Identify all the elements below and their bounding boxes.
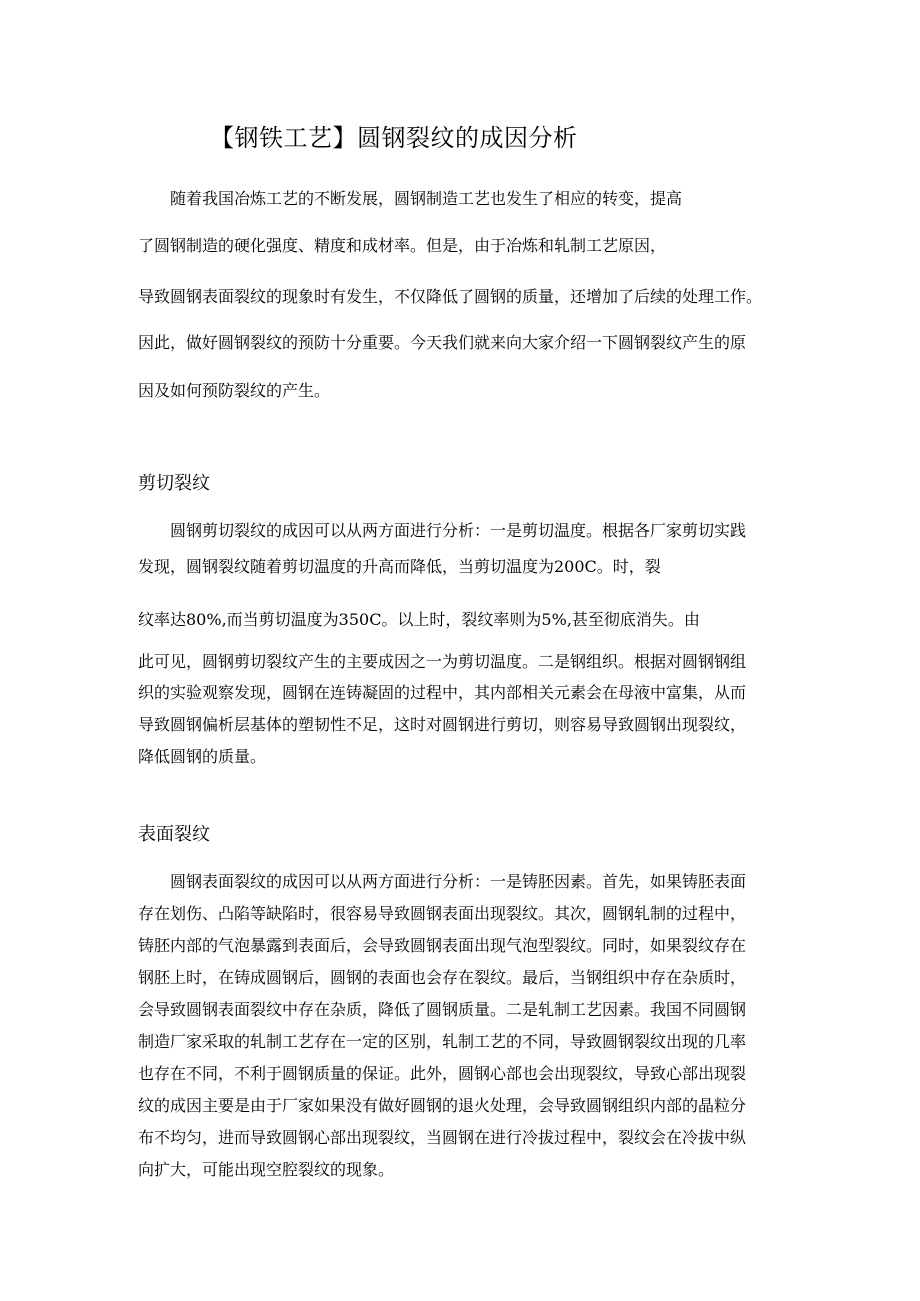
intro-line-4: 因此，做好圆钢裂纹的预防十分重要。今天我们就来向大家介绍一下圆钢裂纹产生的原 <box>138 333 747 352</box>
surface-line-9: 布不均匀，进而导致圆钢心部出现裂纹，当圆钢在进行冷拔过程中，裂纹会在冷拔中纵 <box>138 1128 747 1147</box>
shear-line-7: 降低圆钢的质量。 <box>138 747 267 766</box>
page-title: 【钢铁工艺】圆钢裂纹的成因分析 <box>210 124 578 152</box>
shear-line-1: 圆钢剪切裂纹的成因可以从两方面进行分析：一是剪切温度。根据各厂家剪切实践 <box>170 521 747 540</box>
surface-line-6: 制造厂家采取的轧制工艺存在一定的区别，轧制工艺的不同，导致圆钢裂纹出现的几率 <box>138 1032 747 1051</box>
surface-line-1: 圆钢表面裂纹的成因可以从两方面进行分析：一是铸胚因素。首先，如果铸胚表面 <box>170 872 747 891</box>
shear-line-5: 织的实验观察发现，圆钢在连铸凝固的过程中，其内部相关元素会在母液中富集，从而 <box>138 683 747 702</box>
shear-line-4: 此可见，圆钢剪切裂纹产生的主要成因之一为剪切温度。二是钢组织。根据对圆钢钢组 <box>138 652 747 671</box>
surface-line-7: 也存在不同，不利于圆钢质量的保证。此外，圆钢心部也会出现裂纹，导致心部出现裂 <box>138 1064 747 1083</box>
section-heading-surface: 表面裂纹 <box>138 824 210 845</box>
shear-line-6: 导致圆钢偏析层基体的塑韧性不足，这时对圆钢进行剪切，则容易导致圆钢出现裂纹， <box>138 715 747 734</box>
surface-line-5: 会导致圆钢表面裂纹中存在杂质，降低了圆钢质量。二是轧制工艺因素。我国不同圆钢 <box>138 1000 747 1019</box>
surface-line-3: 铸胚内部的气泡暴露到表面后，会导致圆钢表面出现气泡型裂纹。同时，如果裂纹存在 <box>138 936 747 955</box>
section-heading-shear: 剪切裂纹 <box>138 473 210 494</box>
shear-line-3: 纹率达80%,而当剪切温度为350C。以上时，裂纹率则为5%,甚至彻底消失。由 <box>138 610 700 629</box>
intro-line-5: 因及如何预防裂纹的产生。 <box>138 381 331 400</box>
surface-line-2: 存在划伤、凸陷等缺陷时，很容易导致圆钢表面出现裂纹。其次，圆钢轧制的过程中， <box>138 904 747 923</box>
intro-line-2: 了圆钢制造的硬化强度、精度和成材率。但是，由于冶炼和轧制工艺原因， <box>138 236 667 255</box>
shear-line-2: 发现，圆钢裂纹随着剪切温度的升高而降低，当剪切温度为200C。时，裂 <box>138 557 661 576</box>
surface-line-10: 向扩大，可能出现空腔裂纹的现象。 <box>138 1160 395 1179</box>
surface-line-8: 纹的成因主要是由于厂家如果没有做好圆钢的退火处理，会导致圆钢组织内部的晶粒分 <box>138 1096 747 1115</box>
intro-line-1: 随着我国冶炼工艺的不断发展，圆钢制造工艺也发生了相应的转变，提高 <box>170 189 683 208</box>
intro-line-3: 导致圆钢表面裂纹的现象时有发生，不仅降低了圆钢的质量，还增加了后续的处理工作。 <box>138 287 763 306</box>
surface-line-4: 钢胚上时，在铸成圆钢后，圆钢的表面也会存在裂纹。最后，当钢组织中存在杂质时， <box>138 968 747 987</box>
